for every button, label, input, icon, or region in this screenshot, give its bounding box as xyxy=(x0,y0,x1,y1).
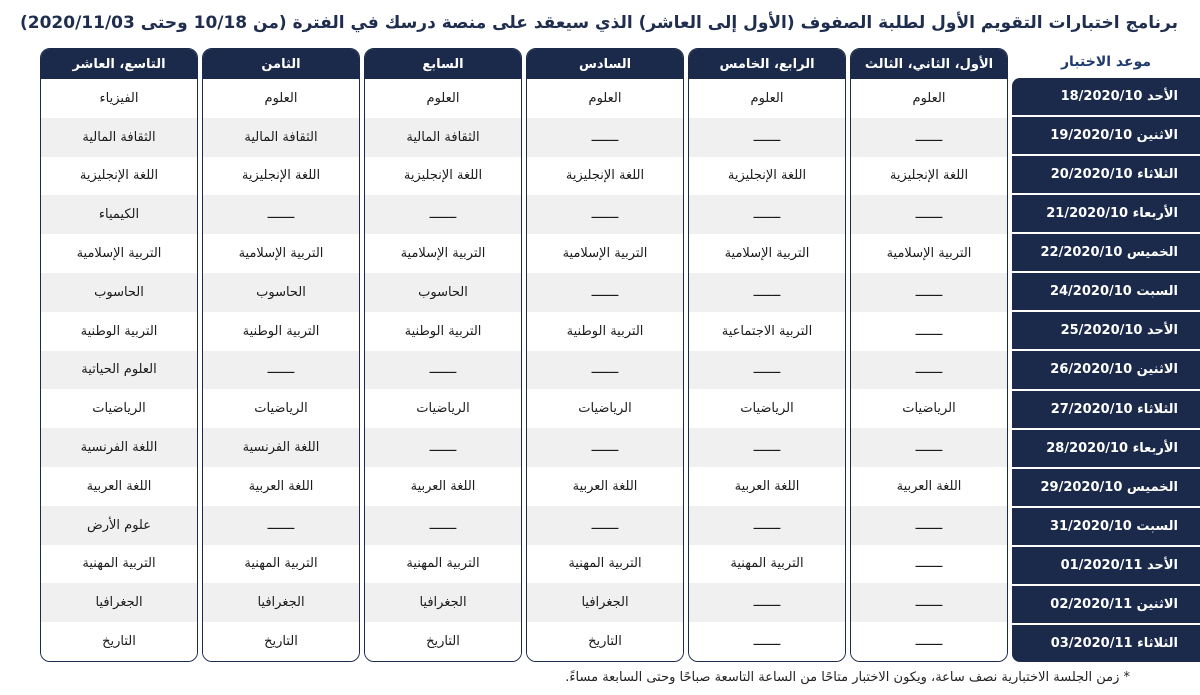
subject-cell: الرياضيات xyxy=(689,389,845,428)
subject-cell: ـــــــ xyxy=(851,195,1007,234)
subject-cell: ـــــــ xyxy=(527,195,683,234)
grade-column xyxy=(526,48,684,662)
subject-cell: ـــــــ xyxy=(527,118,683,157)
date-cell: الأحد 25/2020/10 xyxy=(1012,312,1200,351)
date-cell: السبت 31/2020/10 xyxy=(1012,508,1200,547)
subject-cell: الجغرافيا xyxy=(527,583,683,622)
subject-cell: الرياضيات xyxy=(527,389,683,428)
date-cell: الثلاثاء 03/2020/11 xyxy=(1050,635,1178,651)
footnote: * زمن الجلسة الاختبارية نصف ساعة، ويكون الاختبار متاحًا من الساعة التاسعة صباحًا وحتى السابعة مساءً. xyxy=(565,670,1130,685)
subject-cell: التربية الإسلامية xyxy=(365,234,521,273)
grade-column-header: السابع xyxy=(365,49,521,79)
subject-cell: اللغة الإنجليزية xyxy=(689,157,845,196)
subject-cell: ـــــــ xyxy=(851,351,1007,390)
date-cell: الثلاثاء 20/2020/10 xyxy=(1012,156,1200,195)
date-cell: الأربعاء 21/2020/10 xyxy=(1012,195,1200,234)
subject-cell: ـــــــ xyxy=(203,506,359,545)
subject-cell: العلوم xyxy=(689,79,845,118)
schedule-table xyxy=(38,48,1200,662)
subject-cell: التربية الإسلامية xyxy=(851,234,1007,273)
grade-cells xyxy=(203,79,359,661)
subject-cell: التربية الإسلامية xyxy=(689,234,845,273)
subject-cell: الحاسوب xyxy=(365,273,521,312)
subject-cell: الثقافة المالية xyxy=(365,118,521,157)
subject-cell: التاريخ xyxy=(365,622,521,661)
subject-cell: ـــــــ xyxy=(851,118,1007,157)
date-column-header: موعد الاختبار xyxy=(1060,54,1152,70)
date-column xyxy=(1012,48,1200,662)
subject-cell: ـــــــ xyxy=(851,545,1007,584)
subject-cell: ـــــــ xyxy=(851,583,1007,622)
subject-cell: اللغة العربية xyxy=(851,467,1007,506)
subject-cell: التربية الوطنية xyxy=(41,312,197,351)
subject-cell: ـــــــ xyxy=(527,428,683,467)
date-cell: الأربعاء 28/2020/10 xyxy=(1012,430,1200,469)
subject-cell: علوم الأرض xyxy=(41,506,197,545)
date-cell: الاثنين 19/2020/10 xyxy=(1012,117,1200,156)
subject-cell: ـــــــ xyxy=(203,351,359,390)
subject-cell: اللغة العربية xyxy=(689,467,845,506)
subject-cell: ـــــــ xyxy=(689,195,845,234)
subject-cell: التربية الوطنية xyxy=(365,312,521,351)
subject-cell: التربية المهنية xyxy=(527,545,683,584)
subject-cell: اللغة الإنجليزية xyxy=(365,157,521,196)
subject-cell: التربية الإسلامية xyxy=(527,234,683,273)
grade-column-header: السادس xyxy=(527,49,683,79)
subject-cell: ـــــــ xyxy=(689,583,845,622)
date-cell: الخميس 22/2020/10 xyxy=(1012,234,1200,273)
subject-cell: الثقافة المالية xyxy=(203,118,359,157)
subject-cell: التربية المهنية xyxy=(41,545,197,584)
subject-cell: التربية المهنية xyxy=(203,545,359,584)
subject-cell: الرياضيات xyxy=(41,389,197,428)
subject-cell: اللغة الإنجليزية xyxy=(203,157,359,196)
subject-cell: ـــــــ xyxy=(689,428,845,467)
subject-cell: ـــــــ xyxy=(365,428,521,467)
subject-cell: العلوم xyxy=(203,79,359,118)
grade-column-header: الرابع، الخامس xyxy=(689,49,845,79)
date-cell: الاثنين 02/2020/11 xyxy=(1012,586,1200,625)
subject-cell: التربية الوطنية xyxy=(527,312,683,351)
subject-cell: ـــــــ xyxy=(851,622,1007,661)
subject-cell: الفيزياء xyxy=(41,79,197,118)
subject-cell: الرياضيات xyxy=(365,389,521,428)
grade-cells xyxy=(41,79,197,661)
subject-cell: الجغرافيا xyxy=(365,583,521,622)
subject-cell: ـــــــ xyxy=(689,506,845,545)
subject-cell: اللغة الإنجليزية xyxy=(41,157,197,196)
subject-cell: الكيمياء xyxy=(41,195,197,234)
subject-cell: اللغة العربية xyxy=(41,467,197,506)
subject-cell: التربية الاجتماعية xyxy=(689,312,845,351)
subject-cell: الحاسوب xyxy=(203,273,359,312)
grade-cells xyxy=(527,79,683,661)
subject-cell: ـــــــ xyxy=(851,506,1007,545)
grade-column-header: التاسع، العاشر xyxy=(41,49,197,79)
grade-column xyxy=(40,48,198,662)
subject-cell: التاريخ xyxy=(203,622,359,661)
date-cell: الأحد 18/2020/10 xyxy=(1012,78,1200,117)
subject-cell: الرياضيات xyxy=(851,389,1007,428)
grade-column xyxy=(364,48,522,662)
subject-cell: اللغة العربية xyxy=(203,467,359,506)
subject-cell: الرياضيات xyxy=(203,389,359,428)
date-cell: الأحد 01/2020/11 xyxy=(1012,547,1200,586)
subject-cell: العلوم xyxy=(851,79,1007,118)
subject-cell: الجغرافيا xyxy=(41,583,197,622)
subject-cell: الحاسوب xyxy=(41,273,197,312)
subject-cell: ـــــــ xyxy=(203,195,359,234)
subject-cell: ـــــــ xyxy=(851,312,1007,351)
subject-cell: التاريخ xyxy=(41,622,197,661)
grade-column xyxy=(202,48,360,662)
subject-cell: ـــــــ xyxy=(527,351,683,390)
subject-cell: التربية المهنية xyxy=(689,545,845,584)
subject-cell: ـــــــ xyxy=(851,273,1007,312)
grade-cells xyxy=(689,79,845,661)
subject-cell: ـــــــ xyxy=(689,273,845,312)
subject-cell: ـــــــ xyxy=(365,506,521,545)
date-cell: الخميس 29/2020/10 xyxy=(1012,469,1200,508)
subject-cell: الجغرافيا xyxy=(203,583,359,622)
grade-column xyxy=(688,48,846,662)
subject-cell: ـــــــ xyxy=(527,506,683,545)
subject-cell: العلوم الحياتية xyxy=(41,351,197,390)
subject-cell: ـــــــ xyxy=(851,428,1007,467)
subject-cell: ـــــــ xyxy=(689,622,845,661)
date-cells xyxy=(1012,78,1200,662)
subject-cell: ـــــــ xyxy=(689,351,845,390)
subject-cell: التربية المهنية xyxy=(365,545,521,584)
grade-cells xyxy=(851,79,1007,661)
subject-cell: ـــــــ xyxy=(365,195,521,234)
subject-cell: التربية الإسلامية xyxy=(203,234,359,273)
subject-cell: الثقافة المالية xyxy=(41,118,197,157)
grade-column-header: الأول، الثاني، الثالث xyxy=(851,49,1007,79)
grade-cells xyxy=(365,79,521,661)
subject-cell: التربية الإسلامية xyxy=(41,234,197,273)
subject-cell: اللغة الإنجليزية xyxy=(527,157,683,196)
subject-cell: العلوم xyxy=(365,79,521,118)
page-title: برنامج اختبارات التقويم الأول لطلبة الصفوف (الأول إلى العاشر) الذي سيعقد على منصة درسك في الفترة (من 10/18 وحتى 2020/11/03) xyxy=(19,13,1178,33)
subject-cell: التاريخ xyxy=(527,622,683,661)
date-cell: الاثنين 26/2020/10 xyxy=(1012,351,1200,390)
grade-column xyxy=(850,48,1008,662)
subject-cell: اللغة الإنجليزية xyxy=(851,157,1007,196)
subject-cell: اللغة العربية xyxy=(527,467,683,506)
subject-cell: العلوم xyxy=(527,79,683,118)
subject-cell: اللغة الفرنسية xyxy=(203,428,359,467)
subject-cell: ـــــــ xyxy=(527,273,683,312)
subject-cell: ـــــــ xyxy=(365,351,521,390)
grade-column-header: الثامن xyxy=(203,49,359,79)
subject-cell: ـــــــ xyxy=(689,118,845,157)
date-cell: الثلاثاء 27/2020/10 xyxy=(1012,391,1200,430)
subject-cell: التربية الوطنية xyxy=(203,312,359,351)
date-cell: السبت 24/2020/10 xyxy=(1012,273,1200,312)
subject-cell: اللغة الفرنسية xyxy=(41,428,197,467)
subject-cell: اللغة العربية xyxy=(365,467,521,506)
